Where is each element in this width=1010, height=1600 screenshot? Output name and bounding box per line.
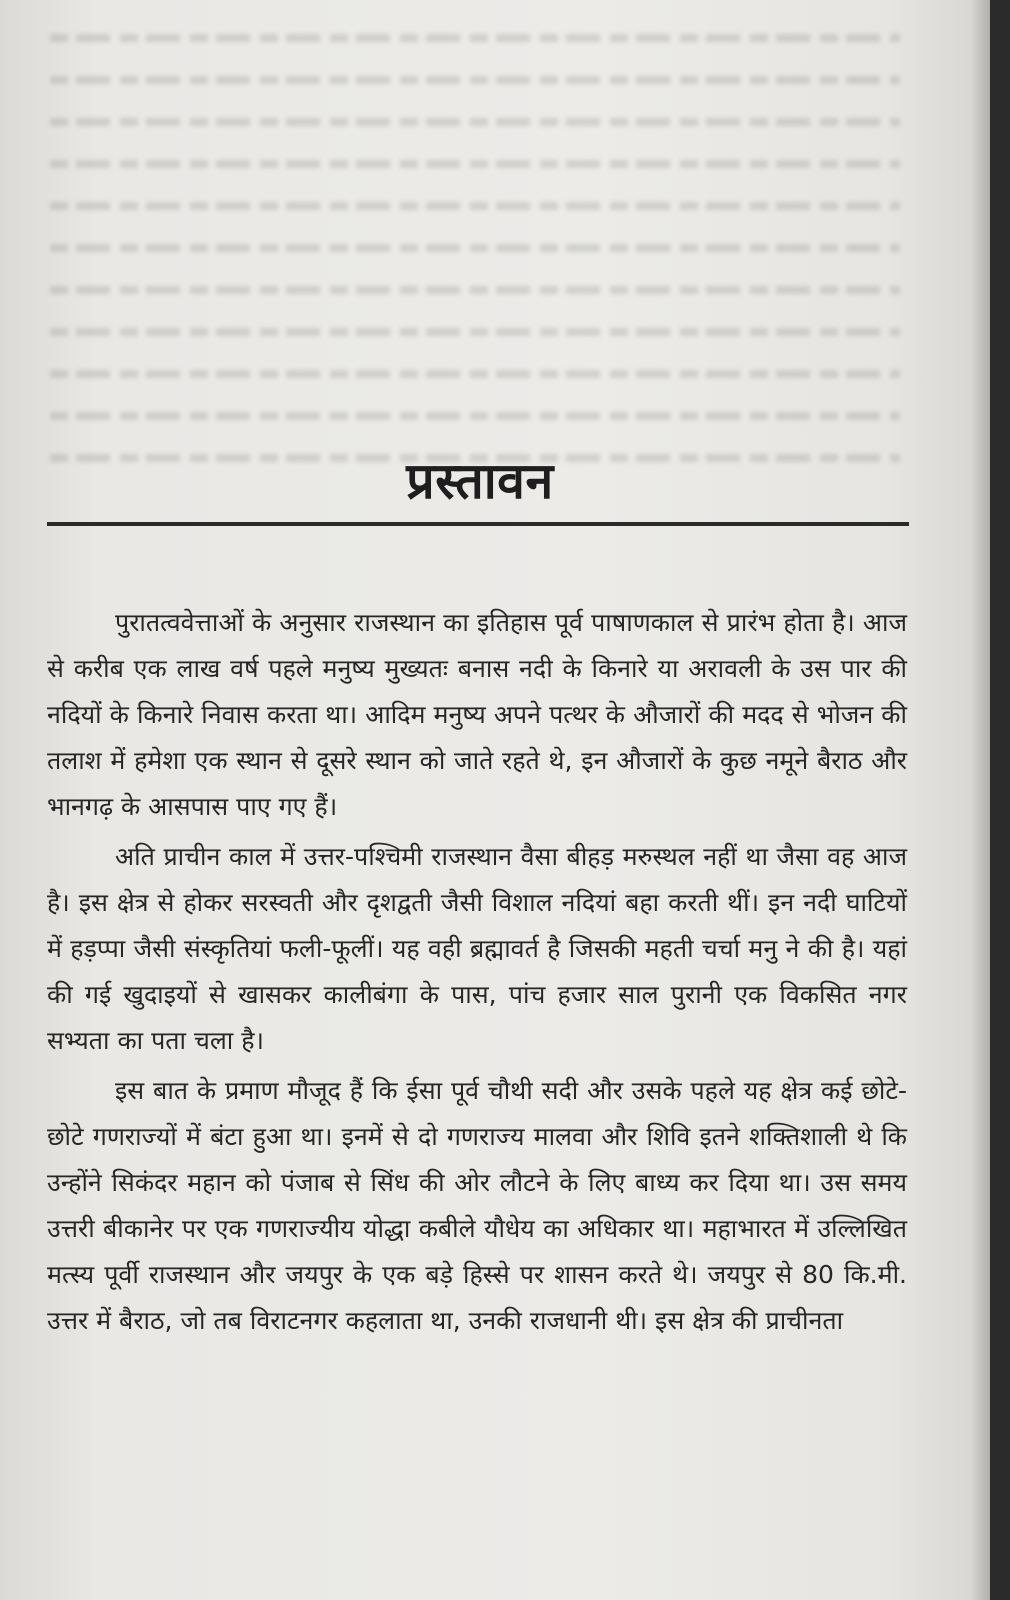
paragraph: अति प्राचीन काल में उत्तर-पश्चिमी राजस्थान वैसा बीहड़ मरुस्थल नहीं था जैसा वह आज है। इस क्षेत्र से होकर सरस्वती और दृशद्वती जैसी विशाल नदियां बहा करती थीं। इन नदी घाटियों में हड़प्पा जैसी संस्कृतियां फली-फूलीं। यह वही ब्रह्मावर्त है जिसकी महती चर्चा मनु ने की है। यहां की गई खुदाइयों से खासकर कालीबंगा के पास, पांच हजार साल पुरानी एक विकसित नगर सभ्यता का पता चला है। (47, 842, 907, 1055)
page-edge-shadow (970, 0, 990, 1600)
show-through-text (40, 0, 910, 520)
chapter-title: प्रस्तावन (406, 452, 554, 510)
title-rule (47, 522, 909, 526)
paragraph: इस बात के प्रमाण मौजूद हैं कि ईसा पूर्व चौथी सदी और उसके पहले यह क्षेत्र कई छोटे-छोटे गणराज्यों में बंटा हुआ था। इनमें से दो गणराज्य मालवा और शिवि इतने शक्तिशाली थे कि उन्होंने सिकंदर महान को पंजाब से सिंध की ओर लौटने के लिए बाध्य कर दिया था। उस समय उत्तरी बीकानेर पर एक गणराज्यीय योद्धा कबीले यौधेय का अधिकार था। महाभारत में उल्लिखित मत्स्य पूर्वी राजस्थान और जयपुर के एक बड़े हिस्से पर शासन करते थे। जयपुर से 80 कि.मी. उत्तर में बैराठ, जो तब विराटनगर कहलाता था, उनकी राजधानी थी। इस क्षेत्र की प्राचीनता (47, 1076, 907, 1335)
body-text (47, 600, 907, 1348)
paragraph: पुरातत्ववेत्ताओं के अनुसार राजस्थान का इतिहास पूर्व पाषाणकाल से प्रारंभ होता है। आज से करीब एक लाख वर्ष पहले मनुष्य मुख्यतः बनास नदी के किनारे या अरावली के उस पार की नदियों के किनारे निवास करता था। आदिम मनुष्य अपने पत्थर के औजारों की मदद से भोजन की तलाश में हमेशा एक स्थान से दूसरे स्थान को जाते रहते थे, इन औजारों के कुछ नमूने बैराठ और भानगढ़ के आसपास पाए गए हैं। (47, 608, 907, 821)
